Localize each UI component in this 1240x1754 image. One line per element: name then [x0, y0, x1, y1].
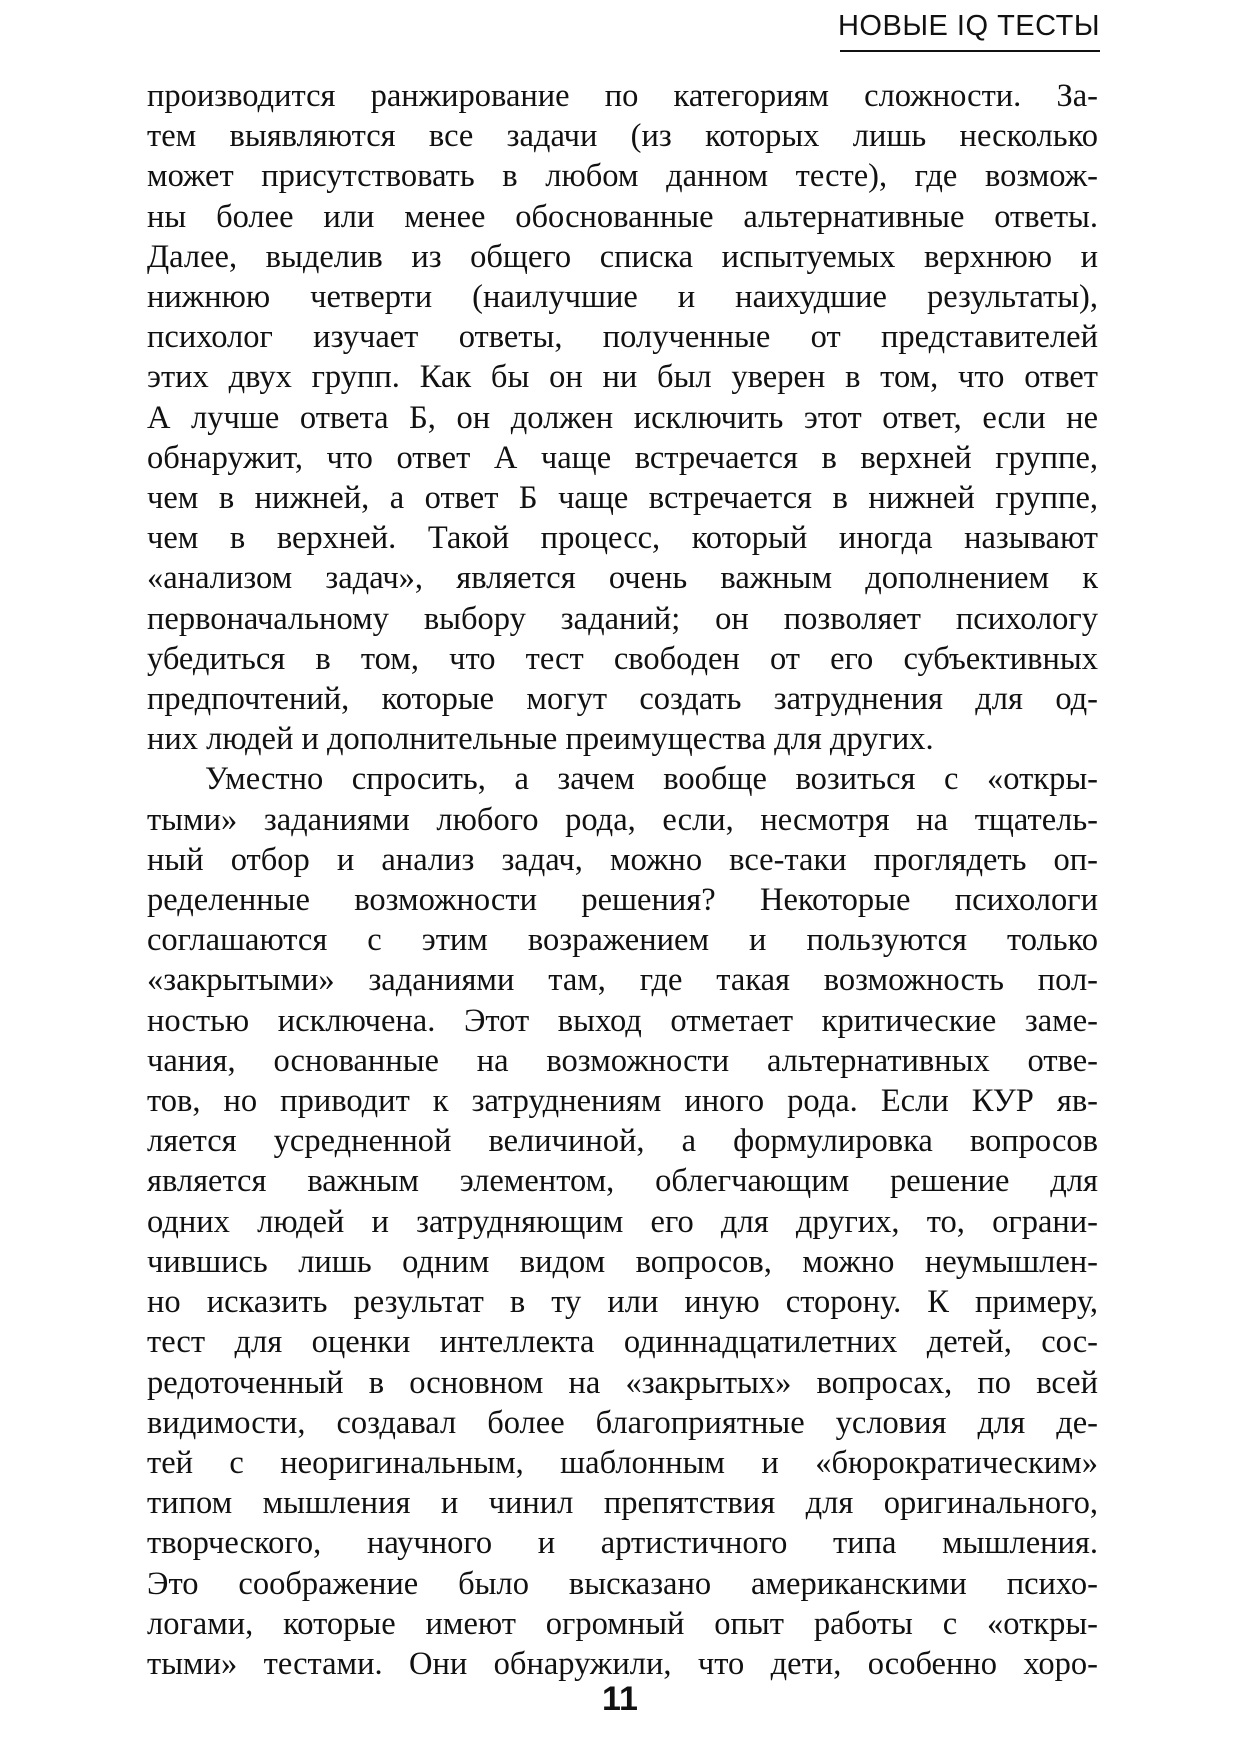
paragraph: [147, 76, 1098, 759]
text-line: чания, основанные на возможности альтернативных отве-: [147, 1042, 1098, 1079]
text-line: тест для оценки интеллекта одиннадцатилетних детей, сос-: [147, 1324, 1098, 1361]
text-line: первоначальному выбору заданий; он позволяет психологу: [147, 600, 1098, 637]
text-line: соглашаются с этим возражением и пользуются только: [147, 922, 1098, 959]
text-line: них людей и дополнительные преимущества для других.: [147, 721, 934, 758]
text-line: тей с неоригинальным, шаблонным и «бюрократическим»: [147, 1444, 1098, 1481]
text-line: типом мышления и чинил препятствия для оригинального,: [147, 1485, 1098, 1522]
text-line: Уместно спросить, а зачем вообще возиться с «откры-: [205, 761, 1098, 798]
text-line: тем выявляются все задачи (из которых лишь несколько: [147, 118, 1098, 155]
text-line: тыми» тестами. Они обнаружили, что дети, особенно хоро-: [147, 1645, 1098, 1682]
running-head: НОВЫЕ IQ ТЕСТЫ: [837, 10, 1100, 42]
text-line: редоточенный в основном на «закрытых» вопросах, по всей: [147, 1364, 1098, 1401]
body-text: [147, 76, 1098, 1684]
paragraph: [147, 759, 1098, 1684]
page-number: 11: [602, 1680, 638, 1718]
text-line: чившись лишь одним видом вопросов, можно неумышлен-: [147, 1243, 1098, 1280]
text-line: психолог изучает ответы, полученные от представителей: [147, 319, 1098, 356]
text-line: «анализом задач», является очень важным дополнением к: [147, 560, 1098, 597]
text-line: творческого, научного и артистичного типа мышления.: [147, 1525, 1098, 1562]
text-line: Это соображение было высказано американскими психо-: [147, 1565, 1098, 1602]
text-line: производится ранжирование по категориям сложности. За-: [147, 78, 1098, 114]
text-line: ный отбор и анализ задач, можно все-таки проглядеть оп-: [147, 841, 1098, 878]
text-line: чем в верхней. Такой процесс, который иногда называют: [147, 520, 1098, 557]
running-head-rule: [840, 50, 1100, 52]
text-line: Далее, выделив из общего списка испытуемых верхнюю и: [147, 238, 1098, 275]
text-line: но исказить результат в ту или иную сторону. К примеру,: [147, 1284, 1098, 1321]
text-line: А лучше ответа Б, он должен исключить этот ответ, если не: [147, 399, 1098, 436]
text-line: чем в нижней, а ответ Б чаще встречается в нижней группе,: [147, 480, 1098, 517]
text-line: логами, которые имеют огромный опыт работы с «откры-: [147, 1605, 1098, 1642]
text-line: видимости, создавал более благоприятные условия для де-: [147, 1404, 1098, 1441]
text-line: предпочтений, которые могут создать затруднения для од-: [147, 681, 1098, 718]
text-line: является важным элементом, облегчающим решение для: [147, 1163, 1098, 1200]
text-line: тыми» заданиями любого рода, если, несмотря на тщатель-: [147, 801, 1098, 838]
text-line: одних людей и затрудняющим его для других, то, ограни-: [147, 1203, 1098, 1240]
text-line: убедиться в том, что тест свободен от его субъективных: [147, 640, 1098, 677]
text-line: «закрытыми» заданиями там, где такая возможность пол-: [147, 962, 1098, 999]
text-line: может присутствовать в любом данном тесте), где возмож-: [147, 158, 1098, 195]
text-line: ностью исключена. Этот выход отметает критические заме-: [147, 1002, 1098, 1039]
text-line: обнаружит, что ответ А чаще встречается в верхней группе,: [147, 439, 1098, 476]
text-line: ляется усредненной величиной, а формулировка вопросов: [147, 1123, 1098, 1160]
text-line: ны более или менее обоснованные альтернативные ответы.: [147, 198, 1098, 235]
text-line: этих двух групп. Как бы он ни был уверен в том, что ответ: [147, 359, 1098, 396]
text-line: нижнюю четверти (наилучшие и наихудшие результаты),: [147, 279, 1098, 316]
text-line: тов, но приводит к затруднениям иного рода. Если КУР яв-: [147, 1083, 1098, 1120]
text-line: ределенные возможности решения? Некоторые психологи: [147, 882, 1098, 919]
